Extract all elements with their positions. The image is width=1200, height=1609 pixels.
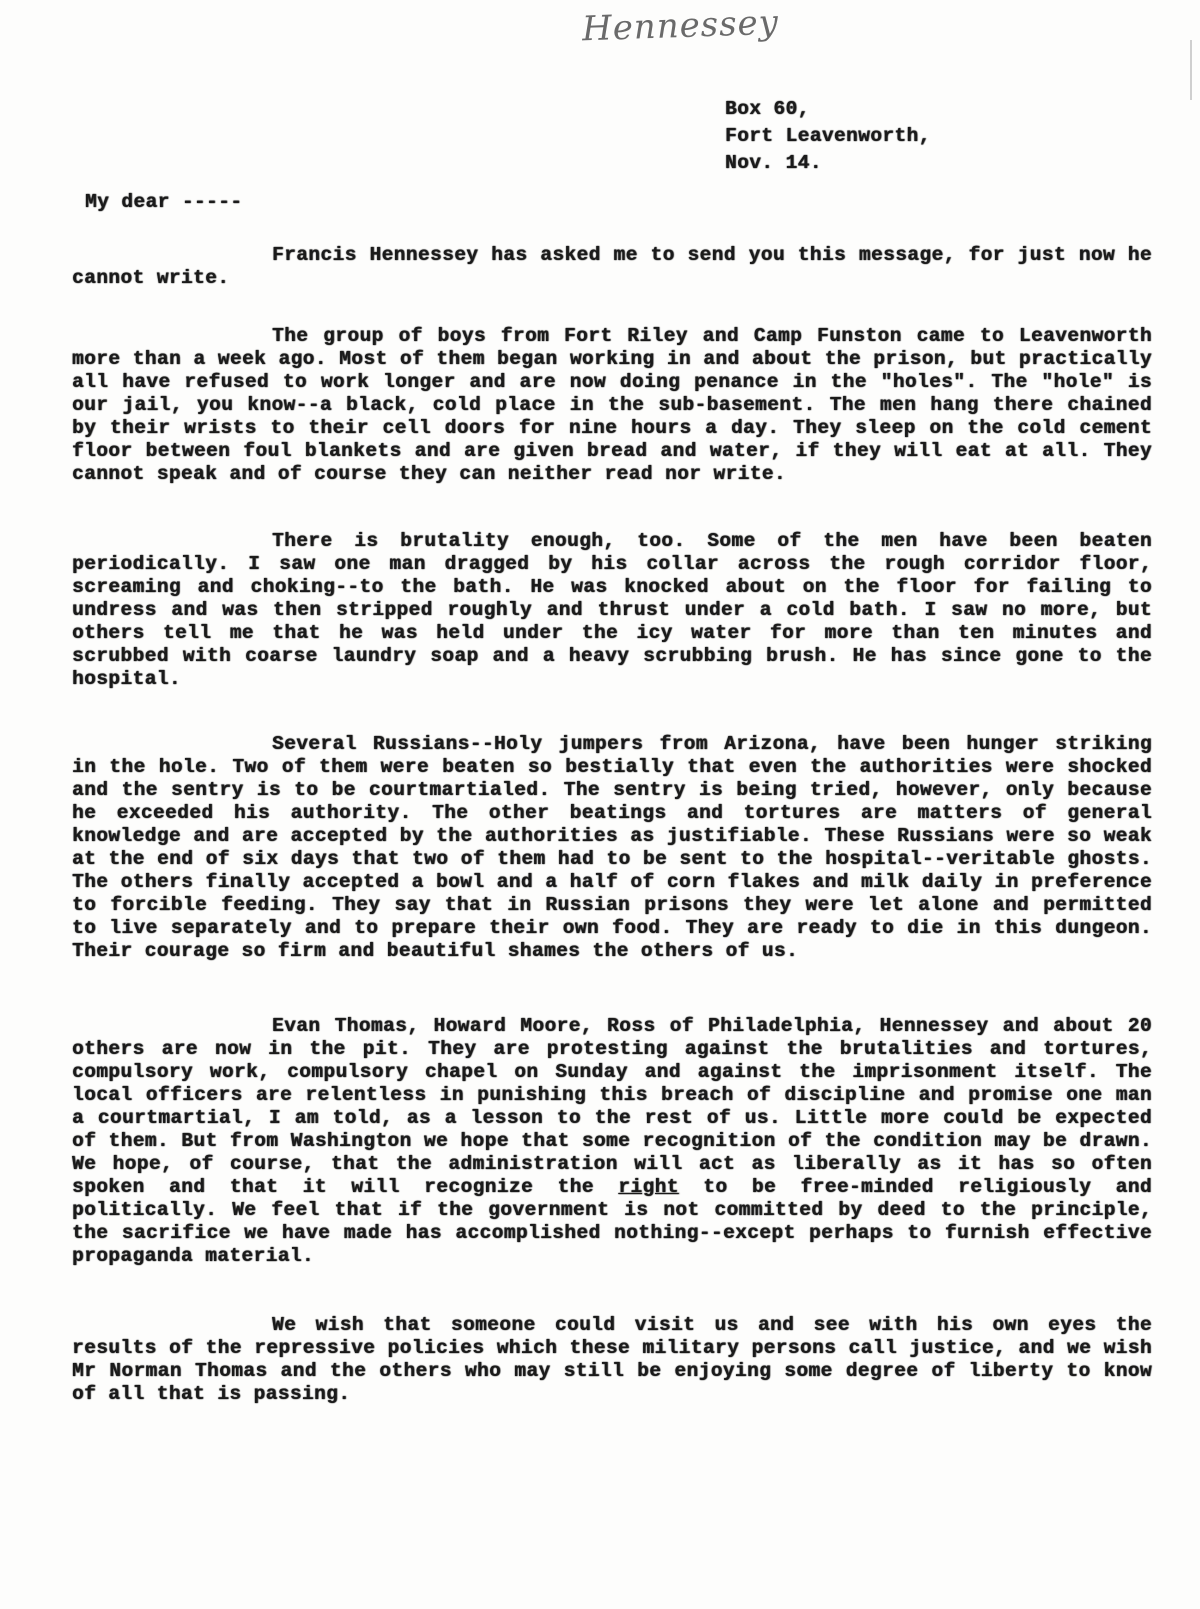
address-line-box: Box 60, [725,98,810,120]
paragraph-5-text-a: Evan Thomas, Howard Moore, Ross of Philadelphia, Hennessey and about 20 others are now in the pit. They are protesting against the brutalities and tortures, compulsory work, compulsory chapel on Sunday and against the imprisonment itself. The local officers are relentless in punishing this breach of discipline and promise one man a courtmartial, I am told, as a lesson to the rest of us. Little more could be expected of them. But from Washington we hope that some recognition of the condition may be drawn. We hope, of course, that the administration will act as liberally as it has so often spoken and that it will recognize the [72,1015,1152,1198]
emphasized-word-right: right [618,1176,679,1198]
paragraph-5-text-b: to be free-minded religiously and politically. We feel that if the government is not committed by deed to the principle, the sacrifice we have made has accomplished nothing--except perhaps to furnish effective propaganda material. [72,1176,1152,1267]
paragraph-5 [72,1015,1152,1268]
paragraph-6: We wish that someone could visit us and see with his own eyes the results of the repressive policies which these military persons call justice, and we wish Mr Norman Thomas and the others who may still be enjoying some degree of liberty to know of all that is passing. [72,1314,1152,1405]
paragraph-3: There is brutality enough, too. Some of the men have been beaten periodically. I saw one man dragged by his collar across the rough corridor floor, screaming and choking--to the bath. He was knocked about on the floor for failing to undress and was then stripped roughly and thrust under a cold bath. I saw no more, but others tell me that he was held under the icy water for more than ten minutes and scrubbed with coarse laundry soap and a heavy scrubbing brush. He has since gone to the hospital. [72,530,1152,690]
paragraph-1: Francis Hennessey has asked me to send you this message, for just now he cannot write. [72,244,1152,289]
paper-edge-mark [1190,40,1192,100]
letter-body [72,244,1152,1436]
salutation: My dear ----- [85,191,243,213]
paragraph-4: Several Russians--Holy jumpers from Arizona, have been hunger striking in the hole. Two of them were beaten so bestially that even the authorities were shocked and the sentry is to be courtmartialed. The sentry is being tried, however, only because he exceeded his authority. The other beatings and tortures are matters of general knowledge and are accepted by the authorities as justifiable. These Russians were so weak at the end of six days that two of them had to be sent to the hospital--veritable ghosts. The others finally accepted a bowl and a half of corn flakes and milk daily in preference to forcible feeding. They say that in Russian prisons they were let alone and permitted to live separately and to prepare their own food. They are ready to die in this dungeon. Their courage so firm and beautiful shames the others of us. [72,733,1152,962]
handwritten-name-annotation: Hennessey [581,2,780,50]
paragraph-2: The group of boys from Fort Riley and Camp Funston came to Leavenworth more than a week ago. Most of them began working in and about the prison, but practically all have refused to work longer and are now doing penance in the "holes". The "hole" is our jail, you know--a black, cold place in the sub-basement. The men hang there chained by their wrists to their cell doors for nine hours a day. They sleep on the cold cement floor between foul blankets and are given bread and water, if they will eat at all. They cannot speak and of course they can neither read nor write. [72,325,1152,485]
sender-address [725,96,931,177]
address-line-fort: Fort Leavenworth, [725,125,931,147]
address-line-date: Nov. 14. [725,152,822,174]
